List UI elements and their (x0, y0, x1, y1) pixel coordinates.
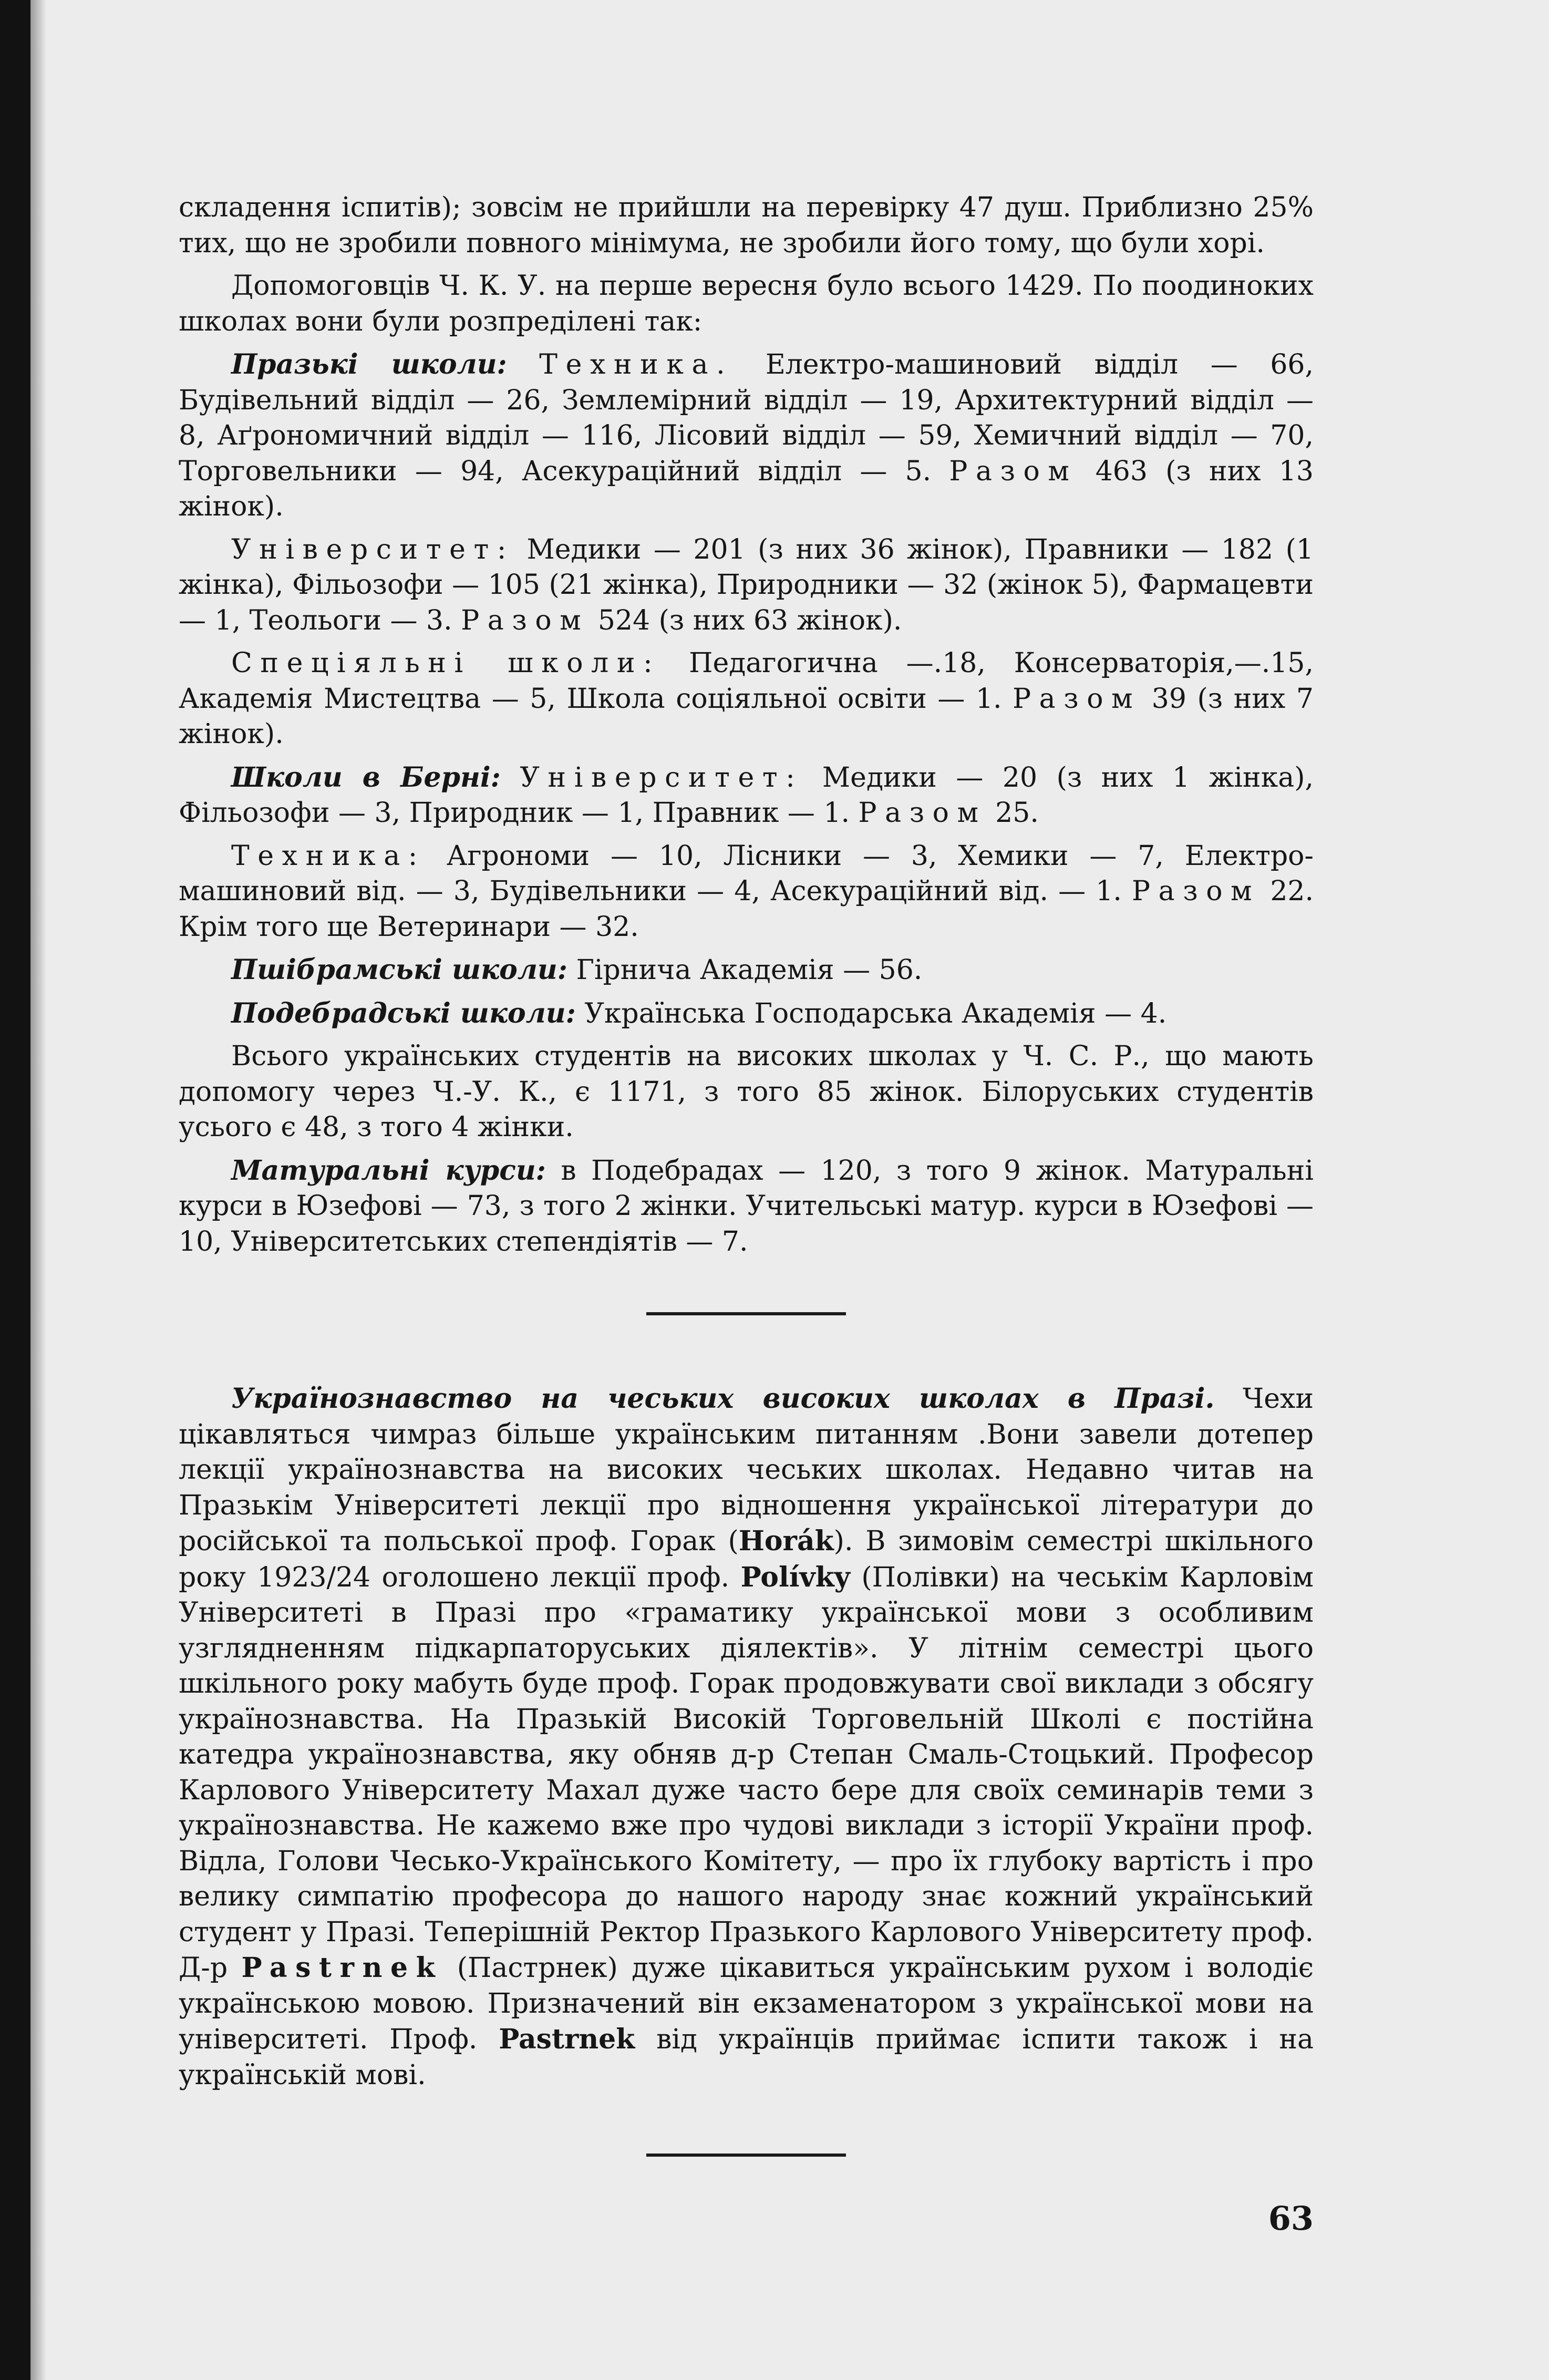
total-text: 22. Крім того ще Ветеринари — 32. (179, 875, 1314, 943)
spaced-heading: Університет: (231, 533, 515, 565)
scan-edge-shadow (30, 0, 46, 2380)
paragraph-text: (Полівки) на чеськім Карловім Університеті в Празі про «граматику української мови з особливим узглядненням підкарпаторуських діялектів». У літнім семестрі цього шкільного року мабуть буде проф. Горак продовжувати свої виклади з обсягу українознавства. На Празькій Високій Торговельній Школі є постійна катедра українознавства, яку обняв д-р Степан Смаль-Стоцький. Професор Карлового Університету Махал дуже часто бере для своїх семинарів теми з українознавства. Не кажемо вже про чудові виклади з історії України проф. Відла, Голови Чесько-Українського Комітету, — про їх глубоку вартість і про велику симпатію професора до нашого народу знає кожний український студент у Празі. Теперішній Ректор Празького Карлового Університету проф. Д-р (179, 1561, 1314, 1984)
section-label: Українознавство на чеських високих школах в Празі. (231, 1383, 1215, 1415)
paragraph-text: в Подебрадах — 120, з того 9 жінок. Матуральні курси в Юзефові — 73, з того 2 жінки. Учительські матур. курси в Юзефові — 10, Університетських степендіятів — 7. (179, 1155, 1314, 1258)
spaced-heading: Університет: (520, 761, 803, 794)
paragraph-text: Допомоговців Ч. К. У. на перше вересня було всього 1429. По поодиноких школах вони були розпреділені так: (179, 270, 1314, 337)
paragraph-text: Електро-машиновий відділ — 66, Будівельний відділ — 26, Землемірний відділ — 19, Архитектурний відділ — 8, Аґрономичний відділ — 116, Лісовий відділ — 59, Хемичний відділ — 70, Торговельники — 94, Асекураційний відділ — 5. (179, 349, 1314, 487)
section-divider (646, 1312, 846, 1315)
paragraph-recipients-total (179, 269, 1314, 339)
paragraph-text: Медики — 201 (з них 36 жінок), Правники — 182 (1 жінка), Фільозофи — 105 (21 жінка), Природники — 32 (жінок 5), Фармацевти — 1, Теольоги — 3. (179, 533, 1314, 636)
paragraph-text: Педагогична —.18, Консерваторія,—.15, Академія Мистецтва — 5, Школа соціяльної освіти — 1. (179, 647, 1314, 715)
total-label: Разом (949, 455, 1078, 487)
total-label: Разом (858, 797, 987, 829)
paragraph-text: (Пастрнек) дуже цікавиться українським рухом і володіє українською мовою. Призначений він екзаменатором з української мови на університеті. Проф. (179, 1952, 1314, 2055)
paragraph-text: ). В зимовім семестрі шкільного року 1923/24 оголошено лекції проф. (179, 1526, 1314, 1593)
paragraph-special-schools (179, 646, 1314, 753)
paragraph-technical (179, 839, 1314, 945)
section-label: Пшібрамські школи: (231, 954, 567, 986)
paragraph-text: Чехи цікавляться чимраз більше українським питанням .Вони завели дотепер лекції українознавства на високих чеських школах. Недавно читав на Празькім Університеті лекції про відношення української літератури до російської та польської проф. Горак ( (179, 1383, 1314, 1557)
section-divider (646, 2154, 846, 2157)
paragraph-text: від українців приймає іспити також і на українській мові. (179, 2024, 1314, 2091)
paragraph-matura-courses (179, 1153, 1314, 1260)
name-pastrnek: Pastrnek (499, 2023, 635, 2055)
spaced-heading: Техника. (539, 349, 734, 380)
paragraph-text: Українська Господарська Академія — 4. (584, 997, 1167, 1029)
section-label: Матуральні курси: (231, 1154, 546, 1187)
paragraph-text: Агрономи — 10, Лісники — 3, Хемики — 7, Електро-машиновий від. — 3, Будівельники — 4, Асекураційний від. — 1. (179, 840, 1314, 907)
page-number: 63 (1268, 2199, 1314, 2238)
section-label: Празькі школи: (231, 348, 507, 380)
spaced-heading: Спеціяльні школи: (231, 647, 661, 679)
page-body (179, 190, 1314, 2157)
paragraph-text: Всього українських студентів на високих школах у Ч. С. Р., що мають допомогу через Ч.-У. К., є 1171, з того 85 жінок. Білоруських студентів усього є 48, з того 4 жінки. (179, 1040, 1314, 1143)
total-label: Разом (1132, 875, 1261, 907)
total-label: Разом (461, 604, 590, 636)
paragraph-bern-schools (179, 760, 1314, 831)
paragraph-text: складення іспитів); зовсім не прийшли на перевірку 47 душ. Приблизно 25% тих, що не зробили повного мінімума, не зробили його тому, що були хорі. (179, 192, 1314, 259)
paragraph-text: Медики — 20 (з них 1 жінка), Фільозофи — 3, Природник — 1, Правник — 1. (179, 761, 1314, 829)
spaced-heading: Техника: (231, 840, 426, 872)
paragraph-pribram-schools (179, 952, 1314, 988)
paragraph-ukrainian-studies (179, 1381, 1314, 2093)
paragraph-text: Гірнича Академія — 56. (576, 954, 923, 986)
section-label: Школи в Берні: (231, 761, 501, 794)
name-polivka: Polívky (740, 1561, 850, 1593)
paragraph-podebrady-schools (179, 996, 1314, 1032)
paragraph-exam-results (179, 190, 1314, 261)
total-text: 39 (з них 7 жінок). (179, 683, 1314, 750)
name-horak: Horák (738, 1525, 834, 1557)
paragraph-prague-schools (179, 347, 1314, 525)
paragraph-student-totals (179, 1039, 1314, 1146)
total-label: Разом (1013, 683, 1141, 715)
name-pastrnek: Pastrnek (241, 1952, 443, 1984)
section-label: Подебрадські школи: (231, 997, 576, 1029)
total-text: 463 (з них 13 жінок). (179, 455, 1314, 522)
paragraph-university (179, 532, 1314, 639)
scan-dark-edge (0, 0, 30, 2380)
total-text: 524 (з них 63 жінок). (597, 604, 902, 636)
total-text: 25. (995, 797, 1039, 829)
